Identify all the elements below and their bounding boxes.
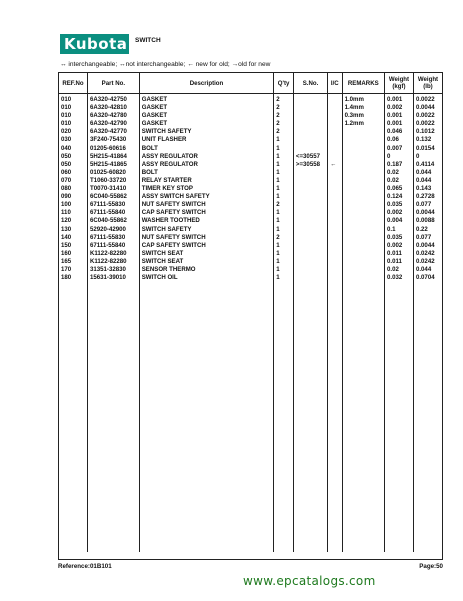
cell-part: K1122-82280 (87, 258, 139, 266)
cell-lb: 0.044 (413, 169, 442, 177)
table-row (59, 153, 443, 161)
cell-qty: 2 (274, 104, 294, 112)
cell-ic (328, 250, 342, 258)
cell-part: 3F240-75430 (87, 136, 139, 144)
cell-qty: 1 (274, 274, 294, 282)
cell-desc: CAP SAFETY SWITCH (139, 209, 274, 217)
cell-remarks: 1.2mm (342, 120, 384, 128)
cell-lb: 0.0022 (413, 112, 442, 120)
cell-part: 52920-42900 (87, 226, 139, 234)
cell-qty: 1 (274, 161, 294, 169)
cell-ic (328, 234, 342, 242)
cell-remarks (342, 234, 384, 242)
legend: ↔ interchangeable; ↔not interchangeable; ← new for old; →old for new (60, 61, 271, 68)
cell-part: 31351-32830 (87, 266, 139, 274)
cell-ref: 150 (59, 242, 88, 250)
table-row (59, 201, 443, 209)
table-row (59, 193, 443, 201)
cell-desc: SWITCH SEAT (139, 250, 274, 258)
table-filler-row (59, 282, 443, 552)
cell-lb: 0.044 (413, 177, 442, 185)
cell-sno (293, 234, 327, 242)
cell-desc: SWITCH SAFETY (139, 128, 274, 136)
kubota-logo (60, 34, 129, 54)
cell-ref: 110 (59, 209, 88, 217)
cell-ic (328, 120, 342, 128)
cell-part: 6A320-42810 (87, 104, 139, 112)
cell-ref: 070 (59, 177, 88, 185)
cell-desc: BOLT (139, 169, 274, 177)
cell-ic (328, 136, 342, 144)
cell-remarks (342, 266, 384, 274)
cell-kgf: 0.035 (384, 201, 413, 209)
cell-qty: 1 (274, 258, 294, 266)
section-title: SWITCH (135, 37, 161, 44)
cell-remarks (342, 226, 384, 234)
cell-part: 6A320-42790 (87, 120, 139, 128)
cell-kgf: 0 (384, 153, 413, 161)
cell-part: K1122-82280 (87, 250, 139, 258)
cell-ref: 010 (59, 112, 88, 120)
cell-ic (328, 169, 342, 177)
cell-kgf: 0.035 (384, 234, 413, 242)
cell-remarks (342, 177, 384, 185)
table-row (59, 120, 443, 128)
table-row (59, 104, 443, 112)
cell-ref: 040 (59, 145, 88, 153)
cell-kgf: 0.187 (384, 161, 413, 169)
cell-kgf: 0.02 (384, 169, 413, 177)
table-row (59, 266, 443, 274)
cell-desc: SWITCH SAFETY (139, 226, 274, 234)
cell-desc: ASSY REGULATOR (139, 161, 274, 169)
cell-qty: 1 (274, 136, 294, 144)
cell-lb: 0.0022 (413, 120, 442, 128)
cell-kgf: 0.001 (384, 112, 413, 120)
table-row (59, 169, 443, 177)
cell-remarks (342, 209, 384, 217)
cell-kgf: 0.001 (384, 94, 413, 105)
cell-desc: ASSY SWITCH SAFETY (139, 193, 274, 201)
cell-qty: 1 (274, 185, 294, 193)
cell-ref: 160 (59, 250, 88, 258)
cell-remarks (342, 185, 384, 193)
cell-ic (328, 145, 342, 153)
cell-ic (328, 266, 342, 274)
table-row (59, 145, 443, 153)
cell-part: 5H215-41865 (87, 161, 139, 169)
cell-lb: 0.0088 (413, 217, 442, 225)
cell-qty: 1 (274, 169, 294, 177)
cell-ic (328, 104, 342, 112)
cell-qty: 1 (274, 177, 294, 185)
cell-ic (328, 193, 342, 201)
reference: Reference:01B101 (58, 563, 112, 570)
cell-kgf: 0.065 (384, 185, 413, 193)
cell-ref: 170 (59, 266, 88, 274)
cell-lb: 0.0044 (413, 104, 442, 112)
cell-kgf: 0.06 (384, 136, 413, 144)
parts-table (58, 72, 443, 552)
cell-part: 6C040-55862 (87, 193, 139, 201)
cell-desc: SENSOR THERMO (139, 266, 274, 274)
col-sno: S.No. (293, 73, 327, 94)
cell-lb: 0.0044 (413, 209, 442, 217)
cell-lb: 0.0242 (413, 250, 442, 258)
cell-part: 01025-60820 (87, 169, 139, 177)
cell-lb: 0.1012 (413, 128, 442, 136)
cell-lb: 0.143 (413, 185, 442, 193)
cell-part: 6A320-42770 (87, 128, 139, 136)
cell-ref: 120 (59, 217, 88, 225)
cell-ic (328, 112, 342, 120)
cell-desc: WASHER TOOTHED (139, 217, 274, 225)
table-row (59, 185, 443, 193)
cell-desc: NUT SAFETY SWITCH (139, 234, 274, 242)
cell-desc: CAP SAFETY SWITCH (139, 242, 274, 250)
cell-lb: 0.0022 (413, 94, 442, 105)
cell-ref: 180 (59, 274, 88, 282)
cell-sno (293, 104, 327, 112)
table-header (59, 73, 443, 94)
cell-ref: 050 (59, 153, 88, 161)
cell-ic (328, 201, 342, 209)
cell-desc: GASKET (139, 112, 274, 120)
cell-lb: 0.0044 (413, 242, 442, 250)
cell-ic (328, 217, 342, 225)
cell-part: 6A320-42780 (87, 112, 139, 120)
cell-part: 5H215-41864 (87, 153, 139, 161)
cell-remarks (342, 242, 384, 250)
cell-sno: <=30557 (293, 153, 327, 161)
watermark: www.epcatalogs.com (243, 574, 376, 588)
col-remarks: REMARKS (342, 73, 384, 94)
cell-sno (293, 201, 327, 209)
cell-sno (293, 209, 327, 217)
cell-ic (328, 274, 342, 282)
cell-kgf: 0.02 (384, 177, 413, 185)
col-qty: Q'ty (274, 73, 294, 94)
cell-ref: 165 (59, 258, 88, 266)
cell-qty: 2 (274, 234, 294, 242)
table-row (59, 250, 443, 258)
cell-qty: 1 (274, 217, 294, 225)
cell-ic (328, 209, 342, 217)
cell-remarks: 1.0mm (342, 94, 384, 105)
cell-part: 6C040-55862 (87, 217, 139, 225)
cell-desc: UNIT FLASHER (139, 136, 274, 144)
cell-part: 15631-39010 (87, 274, 139, 282)
cell-desc: GASKET (139, 104, 274, 112)
cell-remarks (342, 153, 384, 161)
table-row (59, 258, 443, 266)
cell-ref: 090 (59, 193, 88, 201)
cell-remarks (342, 169, 384, 177)
cell-remarks (342, 217, 384, 225)
cell-ref: 140 (59, 234, 88, 242)
cell-ic: ← (328, 161, 342, 169)
cell-remarks (342, 274, 384, 282)
cell-qty: 1 (274, 242, 294, 250)
cell-lb: 0.4114 (413, 161, 442, 169)
cell-ref: 130 (59, 226, 88, 234)
cell-part: T1060-33720 (87, 177, 139, 185)
cell-ic (328, 226, 342, 234)
cell-qty: 1 (274, 145, 294, 153)
cell-sno (293, 266, 327, 274)
cell-remarks (342, 145, 384, 153)
cell-sno (293, 193, 327, 201)
cell-qty: 1 (274, 209, 294, 217)
cell-sno (293, 136, 327, 144)
cell-remarks: 1.4mm (342, 104, 384, 112)
cell-kgf: 0.004 (384, 217, 413, 225)
cell-kgf: 0.011 (384, 258, 413, 266)
cell-desc: GASKET (139, 94, 274, 105)
cell-lb: 0 (413, 153, 442, 161)
cell-ref: 030 (59, 136, 88, 144)
cell-qty: 2 (274, 128, 294, 136)
cell-lb: 0.132 (413, 136, 442, 144)
cell-sno (293, 258, 327, 266)
cell-ic (328, 94, 342, 105)
cell-ref: 100 (59, 201, 88, 209)
cell-sno (293, 169, 327, 177)
table-row (59, 242, 443, 250)
cell-kgf: 0.1 (384, 226, 413, 234)
table-row (59, 274, 443, 282)
cell-qty: 1 (274, 226, 294, 234)
cell-qty: 2 (274, 94, 294, 105)
table-row (59, 136, 443, 144)
cell-lb: 0.0242 (413, 258, 442, 266)
cell-qty: 2 (274, 112, 294, 120)
cell-part: 67111-55830 (87, 234, 139, 242)
cell-desc: RELAY STARTER (139, 177, 274, 185)
cell-part: 67111-55830 (87, 201, 139, 209)
table-row (59, 217, 443, 225)
cell-kgf: 0.002 (384, 104, 413, 112)
cell-part: 67111-55840 (87, 209, 139, 217)
table-row (59, 94, 443, 105)
cell-desc: BOLT (139, 145, 274, 153)
cell-part: 67111-55840 (87, 242, 139, 250)
cell-sno (293, 250, 327, 258)
cell-sno (293, 242, 327, 250)
cell-desc: NUT SAFETY SWITCH (139, 201, 274, 209)
col-ic: I/C (328, 73, 342, 94)
cell-remarks (342, 161, 384, 169)
cell-remarks (342, 250, 384, 258)
cell-qty: 1 (274, 266, 294, 274)
cell-ic (328, 242, 342, 250)
cell-sno (293, 226, 327, 234)
cell-kgf: 0.046 (384, 128, 413, 136)
cell-remarks (342, 128, 384, 136)
cell-kgf: 0.001 (384, 120, 413, 128)
cell-ref: 010 (59, 104, 88, 112)
cell-ref: 020 (59, 128, 88, 136)
cell-remarks (342, 193, 384, 201)
col-ref: REF.No (59, 73, 88, 94)
cell-lb: 0.22 (413, 226, 442, 234)
cell-part: 6A320-42750 (87, 94, 139, 105)
cell-qty: 1 (274, 193, 294, 201)
cell-desc: TIMER KEY STOP (139, 185, 274, 193)
cell-ic (328, 128, 342, 136)
cell-remarks (342, 136, 384, 144)
cell-ref: 080 (59, 185, 88, 193)
table-row (59, 234, 443, 242)
page-number: Page:50 (419, 563, 443, 570)
cell-sno (293, 185, 327, 193)
cell-lb: 0.0704 (413, 274, 442, 282)
cell-desc: ASSY REGULATOR (139, 153, 274, 161)
col-weight-lb: Weight (lb) (413, 73, 442, 94)
cell-lb: 0.0154 (413, 145, 442, 153)
table-row (59, 161, 443, 169)
cell-kgf: 0.032 (384, 274, 413, 282)
table-row (59, 177, 443, 185)
cell-remarks (342, 201, 384, 209)
cell-qty: 2 (274, 201, 294, 209)
cell-part: 01205-60616 (87, 145, 139, 153)
table-row (59, 128, 443, 136)
cell-desc: SWITCH OIL (139, 274, 274, 282)
cell-ref: 010 (59, 120, 88, 128)
cell-kgf: 0.124 (384, 193, 413, 201)
cell-ic (328, 258, 342, 266)
table-row (59, 226, 443, 234)
cell-kgf: 0.02 (384, 266, 413, 274)
cell-lb: 0.2728 (413, 193, 442, 201)
cell-part: T0070-31410 (87, 185, 139, 193)
cell-desc: SWITCH SEAT (139, 258, 274, 266)
table-row (59, 209, 443, 217)
cell-ref: 050 (59, 161, 88, 169)
cell-sno (293, 120, 327, 128)
cell-desc: GASKET (139, 120, 274, 128)
cell-sno (293, 128, 327, 136)
cell-ic (328, 177, 342, 185)
cell-kgf: 0.002 (384, 242, 413, 250)
cell-qty: 2 (274, 120, 294, 128)
cell-ic (328, 185, 342, 193)
brand-name: Kubota (64, 35, 128, 53)
cell-sno (293, 112, 327, 120)
col-part: Part No. (87, 73, 139, 94)
cell-ref: 060 (59, 169, 88, 177)
cell-sno (293, 94, 327, 105)
col-description: Description (139, 73, 274, 94)
cell-lb: 0.077 (413, 201, 442, 209)
cell-sno: >=30558 (293, 161, 327, 169)
cell-lb: 0.044 (413, 266, 442, 274)
col-weight-kgf: Weight (kgf) (384, 73, 413, 94)
cell-sno (293, 217, 327, 225)
cell-ic (328, 153, 342, 161)
cell-ref: 010 (59, 94, 88, 105)
cell-lb: 0.077 (413, 234, 442, 242)
cell-kgf: 0.011 (384, 250, 413, 258)
cell-kgf: 0.002 (384, 209, 413, 217)
cell-sno (293, 274, 327, 282)
table-row (59, 112, 443, 120)
cell-remarks (342, 258, 384, 266)
cell-remarks: 0.3mm (342, 112, 384, 120)
cell-qty: 1 (274, 153, 294, 161)
cell-kgf: 0.007 (384, 145, 413, 153)
cell-sno (293, 145, 327, 153)
cell-sno (293, 177, 327, 185)
cell-qty: 1 (274, 250, 294, 258)
